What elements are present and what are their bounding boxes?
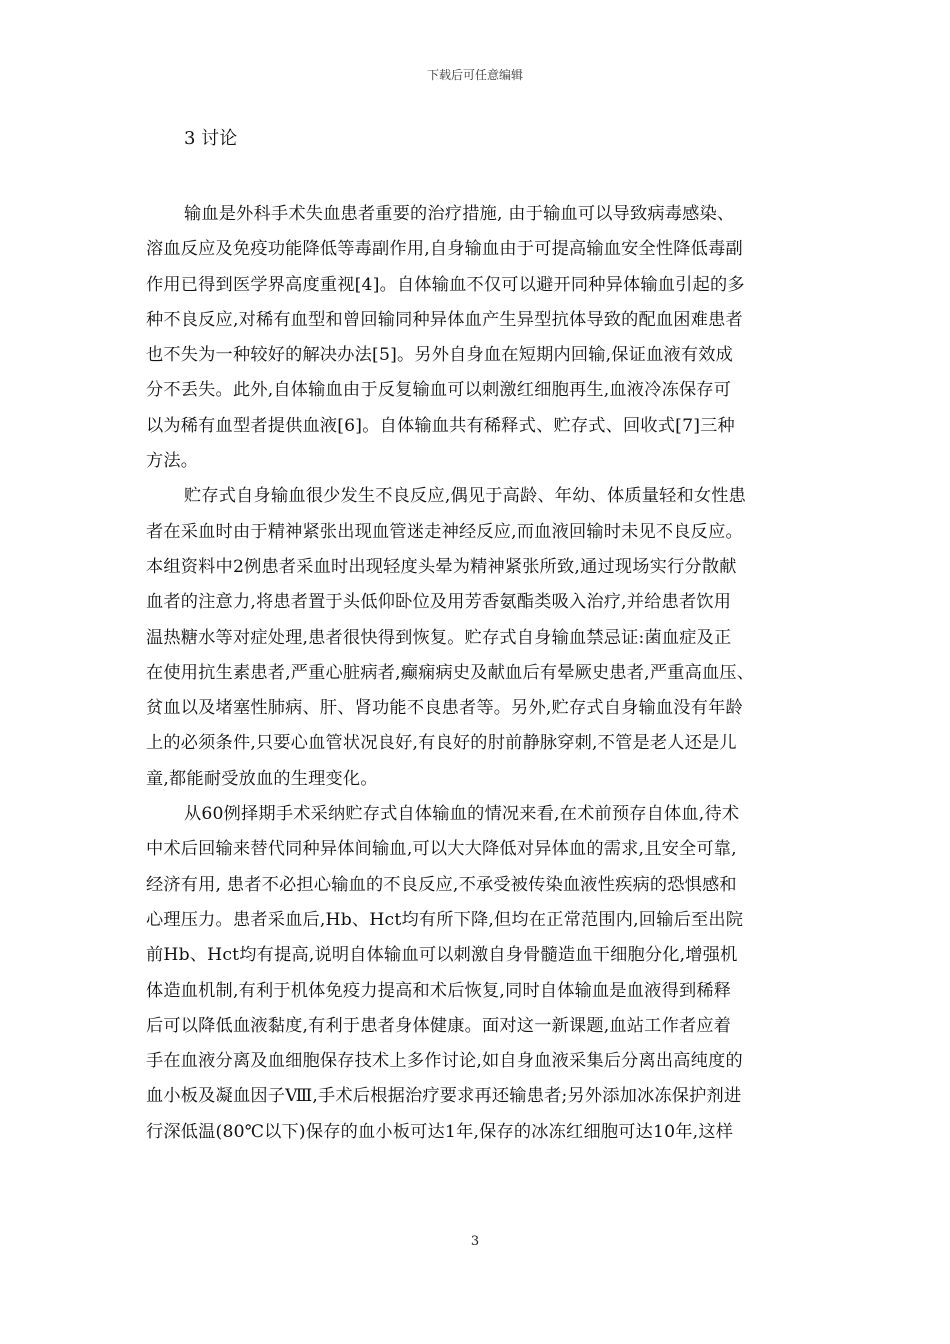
text-line: 血者的注意力,将患者置于头低仰卧位及用芳香氨酯类吸入治疗,并给患者饮用 [146, 592, 732, 613]
text-line: 种不良反应,对稀有血型和曾回输同种异体血产生异型抗体导致的配血困难患者 [146, 309, 743, 330]
text-line: 贫血以及堵塞性肺病、肝、肾功能不良患者等。另外,贮存式自身输血没有年龄 [146, 698, 743, 719]
paragraph-1 [0, 197, 950, 479]
text-line: 贮存式自身输血很少发生不良反应,偶见于高龄、年幼、体质量轻和女性患 [184, 486, 747, 507]
text-line: 血小板及凝血因子Ⅷ,手术后根据治疗要求再还输患者;另外添加冰冻保护剂进 [146, 1086, 742, 1107]
text-line: 后可以降低血液黏度,有利于患者身体健康。面对这一新课题,血站工作者应着 [146, 1015, 732, 1036]
text-line: 方法。 [146, 451, 199, 472]
body-text [0, 197, 950, 1150]
text-line: 也不失为一种较好的解决办法[5]。另外自身血在短期内回输,保证血液有效成 [146, 345, 734, 366]
text-line: 在使用抗生素患者,严重心脏病者,癫痫病史及献血后有晕厥史患者,严重高血压、 [146, 662, 755, 683]
text-line: 温热糖水等对症处理,患者很快得到恢复。贮存式自身输血禁忌证:菌血症及正 [146, 627, 732, 648]
paragraph-3 [0, 797, 950, 1150]
text-line: 溶血反应及免疫功能降低等毒副作用,自身输血由于可提高输血安全性降低毒副 [146, 239, 743, 260]
text-line: 童,都能耐受放血的生理变化。 [146, 768, 378, 789]
text-line: 前Hb、Hct均有提高,说明自体输血可以刺激自身骨髓造血干细胞分化,增强机 [146, 945, 738, 966]
text-line: 中术后回输来替代同种异体间输血,可以大大降低对异体血的需求,且安全可靠, [146, 839, 737, 860]
text-line: 作用已得到医学界高度重视[4]。自体输血不仅可以避开同种异体输血引起的多 [146, 274, 745, 295]
page-header: 下载后可任意编辑 [426, 68, 523, 82]
text-line: 本组资料中2例患者采血时出现轻度头晕为精神紧张所致,通过现场实行分散献 [146, 556, 737, 577]
text-line: 以为稀有血型者提供血液[6]。自体输血共有稀释式、贮存式、回收式[7]三种 [146, 415, 735, 436]
text-line: 分不丢失。此外,自体输血由于反复输血可以刺激红细胞再生,血液冷冻保存可 [146, 380, 732, 401]
text-line: 输血是外科手术失血患者重要的治疗措施, 由于输血可以导致病毒感染、 [184, 204, 735, 224]
text-line: 心理压力。患者采血后,Hb、Hct均有所下降,但均在正常范围内,回输后至出院 [146, 909, 744, 930]
text-line: 体造血机制,有利于机体免疫力提高和术后恢复,同时自体输血是血液得到稀释 [146, 980, 732, 1001]
text-line: 上的必须条件,只要心血管状况良好,有良好的肘前静脉穿刺,不管是老人还是儿 [146, 733, 737, 754]
section-heading: 3 讨论 [184, 128, 238, 149]
text-line: 从60例择期手术采纳贮存式自体输血的情况来看,在术前预存自体血,待术 [184, 804, 740, 825]
paragraph-2 [0, 479, 950, 797]
text-line: 经济有用, 患者不必担心输血的不良反应,不承受被传染血液性疾病的恐惧感和 [146, 874, 737, 895]
text-line: 者在采血时由于精神紧张出现血管迷走神经反应,而血液回输时未见不良反应。 [146, 521, 743, 542]
text-line: 行深低温(80℃以下)保存的血小板可达1年,保存的冰冻红细胞可达10年,这样 [146, 1121, 734, 1142]
text-line: 手在血液分离及血细胞保存技术上多作讨论,如自身血液采集后分离出高纯度的 [146, 1051, 743, 1072]
page-number: 3 [470, 1234, 480, 1249]
